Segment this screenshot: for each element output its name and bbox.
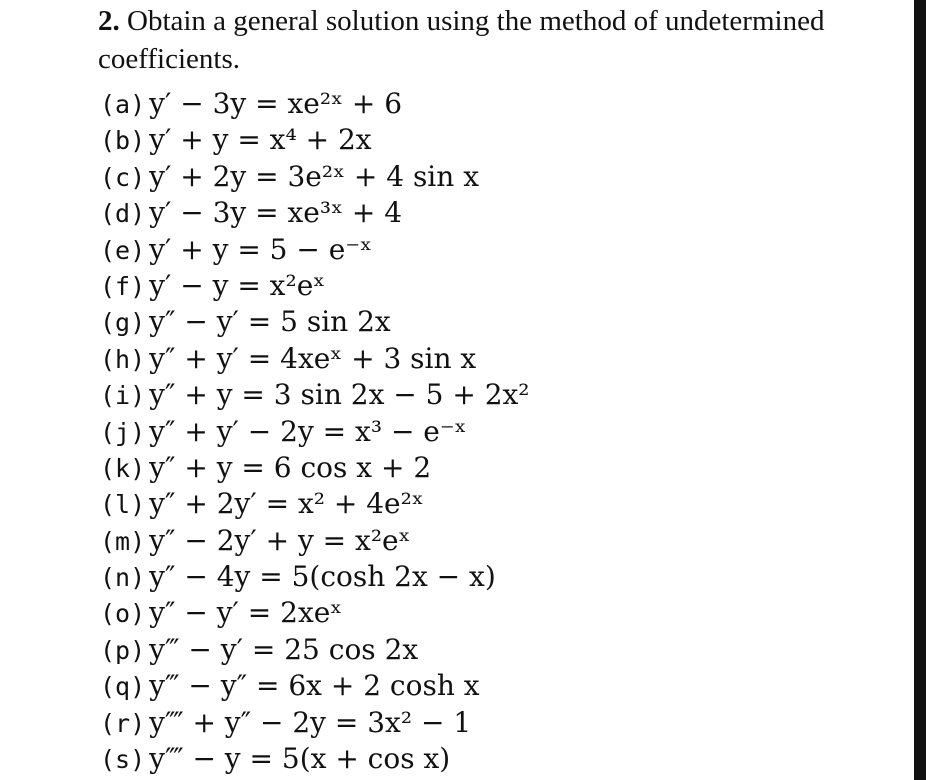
problem-item <box>100 595 900 631</box>
problem-equation: y′ + y = 5 − e⁻ˣ <box>149 232 372 266</box>
problem-item <box>100 195 900 231</box>
problem-item <box>100 486 900 522</box>
problem-equation: y′ − 3y = xe³ˣ + 4 <box>149 196 403 230</box>
problem-item <box>100 450 900 486</box>
problem-label: (k) <box>100 453 146 483</box>
problem-label: (s) <box>100 745 146 775</box>
problem-equation: y‴ − y′ = 25 cos 2x <box>149 632 419 666</box>
problem-label: (r) <box>100 708 146 738</box>
screen-edge <box>914 0 926 780</box>
problem-equation: y′ + y = x⁴ + 2x <box>149 123 372 157</box>
problem-label: (n) <box>100 563 146 593</box>
problem-equation: y′ − y = x²eˣ <box>149 268 326 302</box>
problem-equation: y″ − 4y = 5(cosh 2x − x) <box>149 560 496 594</box>
problem-label: (j) <box>100 417 146 447</box>
problem-item <box>100 232 900 268</box>
problem-label: (i) <box>100 381 146 411</box>
problem-label: (q) <box>100 672 146 702</box>
problem-equation: y″ − y′ = 5 sin 2x <box>149 305 391 339</box>
problem-label: (g) <box>100 308 146 338</box>
problem-equation: y⁗ − y = 5(x + cos x) <box>149 742 451 776</box>
problem-item <box>100 86 900 122</box>
problem-label: (e) <box>100 235 146 265</box>
problem-equation: y′ + 2y = 3e²ˣ + 4 sin x <box>149 159 479 193</box>
problem-item <box>100 414 900 450</box>
problem-equation: y″ + 2y′ = x² + 4e²ˣ <box>149 487 424 521</box>
problem-item <box>100 705 900 741</box>
problem-label: (l) <box>100 490 146 520</box>
problem-equation: y″ − y′ = 2xeˣ <box>149 596 343 630</box>
problem-label: (a) <box>100 90 146 119</box>
problem-label: (m) <box>100 526 146 556</box>
problem-equation: y″ + y = 3 sin 2x − 5 + 2x² <box>149 378 530 412</box>
problem-item <box>100 559 900 595</box>
problem-equation: y‴ − y″ = 6x + 2 cosh x <box>149 669 480 703</box>
problem-item <box>100 304 900 340</box>
problem-item <box>100 268 900 304</box>
problem-label: (p) <box>100 635 146 665</box>
problem-item <box>100 668 900 704</box>
exercise-instruction-line1: Obtain a general solution using the method of undetermined <box>127 5 825 37</box>
problem-item <box>100 377 900 413</box>
exercise-instruction-line2: coefficients. <box>98 43 240 75</box>
problem-item <box>100 523 900 559</box>
problem-item <box>100 341 900 377</box>
problem-equation: y⁗ + y″ − 2y = 3x² − 1 <box>149 705 472 739</box>
problem-equation: y″ + y = 6 cos x + 2 <box>149 450 432 484</box>
problem-item <box>100 632 900 668</box>
exercise-heading <box>98 2 903 78</box>
problem-list <box>100 86 900 777</box>
problem-label: (o) <box>100 599 146 629</box>
problem-label: (h) <box>100 344 146 374</box>
problem-label: (c) <box>100 162 146 192</box>
problem-item <box>100 159 900 195</box>
problem-label: (d) <box>100 199 146 229</box>
problem-equation: y′ − 3y = xe²ˣ + 6 <box>149 87 403 120</box>
problem-equation: y″ + y′ − 2y = x³ − e⁻ˣ <box>149 414 467 448</box>
problem-label: (f) <box>100 271 146 301</box>
problem-item <box>100 122 900 158</box>
problem-equation: y″ − 2y′ + y = x²eˣ <box>149 523 411 557</box>
exercise-number: 2. <box>98 5 120 37</box>
problem-label: (b) <box>100 126 146 156</box>
problem-item <box>100 741 900 777</box>
problem-equation: y″ + y′ = 4xeˣ + 3 sin x <box>149 341 477 375</box>
